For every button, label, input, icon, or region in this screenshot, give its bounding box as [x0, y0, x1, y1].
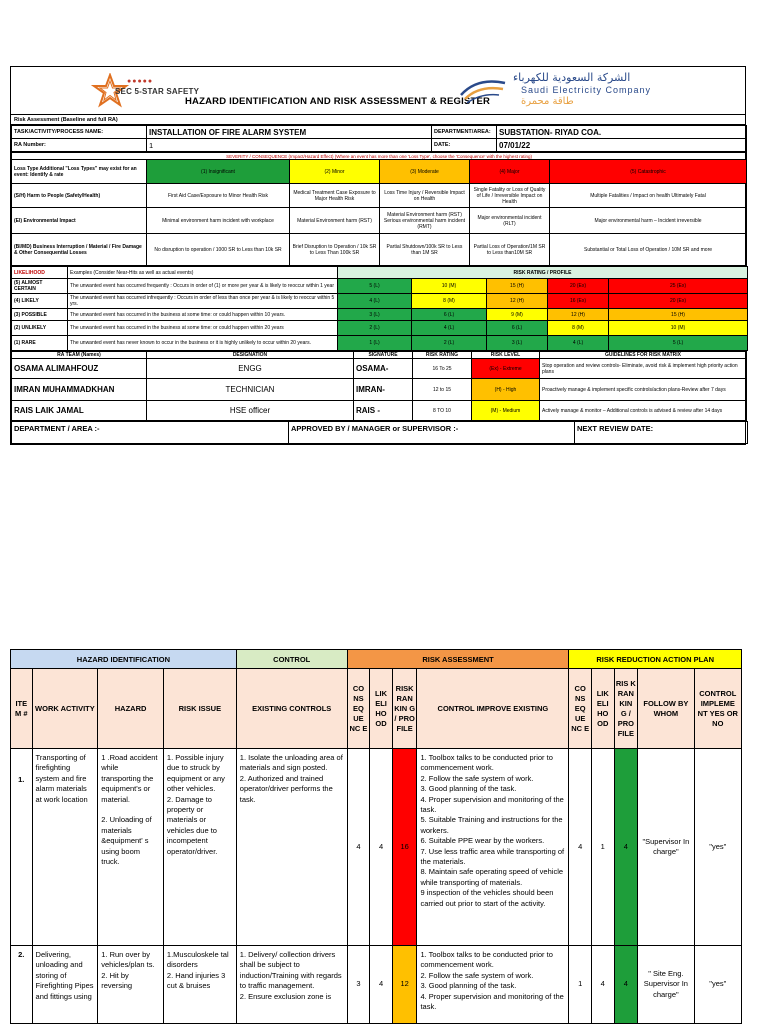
severity-cell: Material Environment harm (RST)	[290, 208, 380, 234]
likelihood: 4	[370, 946, 393, 1024]
severity-row-label: (EI) Environmental Impact	[12, 208, 147, 234]
likelihood-level: (2) UNLIKELY	[12, 321, 68, 336]
risk-rating-label: RISK RATING / PROFILE	[338, 267, 748, 279]
severity-cell: Material Environment harm (RST) Serious environmental harm incident (RMT)	[380, 208, 470, 234]
severity-level: (3) Moderate	[380, 160, 470, 184]
severity-level: (1) Insignificant	[147, 160, 290, 184]
rating-cell: 1 (L)	[338, 336, 412, 351]
risk-level-medium: (M) - Medium	[472, 401, 540, 421]
likelihood-desc: The unwanted event has never known to occur in the business or it is highly unlikely to occur within 20 years.	[68, 336, 338, 351]
header-row	[11, 67, 745, 115]
ra-number-label: RA Number:	[12, 139, 147, 152]
severity-level: (4) Major	[470, 160, 550, 184]
task-value: INSTALLATION OF FIRE ALARM SYSTEM	[147, 126, 432, 139]
dept-value: SUBSTATION- RIYAD COA.	[497, 126, 747, 139]
risk-register-sheet	[10, 66, 746, 445]
severity-cell: Partial Loss of Operation/1M SR to Less than10M SR	[470, 234, 550, 266]
severity-row-label: (S/H) Harm to People (Safety/Health)	[12, 184, 147, 208]
consequence: 4	[347, 749, 370, 946]
risk-level-extreme: (Ex) - Extreme	[472, 359, 540, 379]
rating-cell: 3 (L)	[338, 309, 412, 321]
follow-by-whom: " Site Eng. Supervisor In charge"	[638, 946, 694, 1024]
severity-cell: Substantial or Total Loss of Operation / 10M SR and more	[550, 234, 747, 266]
team-member-name: OSAMA ALIMAHFOUZ	[12, 359, 147, 379]
team-header: DESIGNATION	[147, 352, 354, 359]
severity-cell: Multiple Fatalities / Impact on health Ultimately Fatal	[550, 184, 747, 208]
sec-logo-text: SEC 5-STAR SAFETY	[115, 87, 200, 96]
document-title: HAZARD IDENTIFICATION AND RISK ASSESSMENT & REGISTER	[185, 96, 491, 107]
team-member-signature: IMRAN-	[354, 379, 413, 401]
team-header: SIGNATURE	[354, 352, 413, 359]
team-header: RISK RATING	[413, 352, 472, 359]
column-header: EXISTING CONTROLS	[236, 669, 347, 749]
seco-logo	[457, 71, 687, 113]
likelihood-desc: The unwanted event has occurred in the business at some time: or could happen within 20 years	[68, 321, 338, 336]
section-risk-reduction: RISK REDUCTION ACTION PLAN	[569, 650, 742, 669]
next-review-label: NEXT REVIEW DATE:	[575, 422, 748, 444]
hazard: 1. Run over by vehicles/plan ts. 2. Hit by reversing	[98, 946, 164, 1024]
control-improve: 1. Toolbox talks to be conducted prior to commencement work. 2. Follow the safe system of work. 3. Good planning of the task. 4. Proper supervision and monitoring of the task.	[417, 946, 569, 1024]
severity-table	[11, 152, 747, 266]
team-header: RISK LEVEL	[472, 352, 540, 359]
likelihood-examples: Examples (Consider Near-Hits as well as actual events)	[68, 267, 338, 279]
column-header: FOLLOW BY WHOM	[638, 669, 694, 749]
column-header: LIK ELI HO OD	[370, 669, 393, 749]
rating-cell: 6 (L)	[487, 321, 548, 336]
item-number: 1.	[11, 749, 33, 946]
column-header: CO NS EQ UE NC E	[569, 669, 592, 749]
severity-row-label: (BI/MD) Business Interruption / Material / Fire Damage & Other Consequential Losses	[12, 234, 147, 266]
rating-cell: 12 (H)	[487, 294, 548, 309]
severity-cell: Single Fatality or Loss of Quality of Life / Irreversible Impact on Health	[470, 184, 550, 208]
likelihood-level: (3) POSSIBLE	[12, 309, 68, 321]
consequence-residual: 4	[569, 749, 592, 946]
rating-cell: 6 (L)	[412, 309, 487, 321]
rating-cell: 2 (L)	[338, 321, 412, 336]
approval-dept-label: DEPARTMENT / AREA :-	[12, 422, 289, 444]
approved-by-label: APPROVED BY / MANAGER or SUPERVISOR :-	[289, 422, 575, 444]
column-header: RISK RAN KIN G / PRO FILE	[392, 669, 417, 749]
risk-guideline: Stop operation and review controls- Eliminate, avoid risk & implement high priority action plans	[540, 359, 747, 379]
hira-table	[10, 649, 742, 1024]
rating-cell: 25 (Ex)	[609, 279, 748, 294]
risk-level-high: (H) - High	[472, 379, 540, 401]
rating-cell: 20 (Ex)	[609, 294, 748, 309]
severity-cell: No disruption to operation / 1000 SR to Less than 10k SR	[147, 234, 290, 266]
column-header: RISK ISSUE	[163, 669, 236, 749]
severity-cell: Major environmental harm – Incident irreversible	[550, 208, 747, 234]
team-table	[11, 351, 747, 421]
severity-header: SEVERITY / CONSEQUENCE (Impact/Hazard Effect) (Where an event has more than one 'Loss Type', choose the 'Consequence' with the highest rating)	[12, 153, 747, 160]
item-number: 2.	[11, 946, 33, 1024]
likelihood-desc: The unwanted event has occurred in the business at some time: or could happen within 10 years.	[68, 309, 338, 321]
severity-cell: Loss Time Injury / Reversible Impact on Health	[380, 184, 470, 208]
column-header: RIS K RAN KIN G / PRO FILE	[614, 669, 638, 749]
severity-cell: Medical Treatment Case Exposure to Major Health Risk	[290, 184, 380, 208]
consequence-residual: 1	[569, 946, 592, 1024]
section-control: CONTROL	[236, 650, 347, 669]
severity-cell: First Aid Case/Exposure to Minor Health Risk	[147, 184, 290, 208]
severity-level: (5) Catastrophic	[550, 160, 747, 184]
date-value: 07/01/22	[497, 139, 747, 152]
likelihood-level: (1) RARE	[12, 336, 68, 351]
risk-ranking: 12	[392, 946, 417, 1024]
dept-label: DEPARTMENT/AREA:	[432, 126, 497, 139]
info-table	[11, 125, 747, 152]
approval-table	[11, 421, 748, 444]
column-header: ITE M #	[11, 669, 33, 749]
swirl-logo-icon	[457, 75, 509, 109]
consequence: 3	[347, 946, 370, 1024]
team-member-signature: OSAMA-	[354, 359, 413, 379]
severity-cell: Partial Shutdown/100k SR to Less than 1M SR	[380, 234, 470, 266]
rating-cell: 5 (L)	[609, 336, 748, 351]
team-member-designation: ENGG	[147, 359, 354, 379]
column-header: CONTROL IMPROVE EXISTING	[417, 669, 569, 749]
team-member-name: IMRAN MUHAMMADKHAN	[12, 379, 147, 401]
column-header: WORK ACTIVITY	[32, 669, 98, 749]
likelihood-residual: 4	[591, 946, 614, 1024]
rating-cell: 16 (Ex)	[548, 294, 609, 309]
company-tagline-arabic: طاقة محمرة	[521, 96, 574, 107]
follow-by-whom: "Supervisor In charge"	[638, 749, 694, 946]
risk-guideline: Proactively manage & implement specific controls/action plans-Review after 7 days	[540, 379, 747, 401]
likelihood: 4	[370, 749, 393, 946]
team-header: GUIDELINES FOR RISK MATRIX	[540, 352, 747, 359]
company-name-arabic: الشركة السعودية للكهرباء	[513, 71, 631, 84]
rating-cell: 15 (H)	[609, 309, 748, 321]
team-member-designation: HSE officer	[147, 401, 354, 421]
control-implement: "yes"	[694, 749, 741, 946]
rating-cell: 4 (L)	[338, 294, 412, 309]
rating-cell: 8 (M)	[412, 294, 487, 309]
rating-cell: 2 (L)	[412, 336, 487, 351]
risk-rating-range: 8 TO 10	[413, 401, 472, 421]
existing-controls: 1. Isolate the unloading area of materials and sign posted. 2. Authorized and trained operator/driver performs the task.	[236, 749, 347, 946]
column-header: HAZARD	[98, 669, 164, 749]
rating-cell: 9 (M)	[487, 309, 548, 321]
existing-controls: 1. Delivery/ collection drivers shall be subject to induction/Training with regards to traffic management. 2. Ensure exclusion zone is	[236, 946, 347, 1024]
section-hazard-identification: HAZARD IDENTIFICATION	[11, 650, 237, 669]
risk-ranking-residual: 4	[614, 749, 638, 946]
loss-type-label: Loss Type Additional "Loss Types" may exist for an event: Identify & rate	[12, 160, 147, 184]
rating-cell: 3 (L)	[487, 336, 548, 351]
section-risk-assessment: RISK ASSESSMENT	[347, 650, 569, 669]
severity-cell: Major environmental incident (RLT)	[470, 208, 550, 234]
control-implement: "yes"	[694, 946, 741, 1024]
rating-cell: 4 (L)	[548, 336, 609, 351]
team-member-designation: TECHNICIAN	[147, 379, 354, 401]
likelihood-desc: The unwanted event has occurred infrequently : Occurs in order of less than once per year & is likely to reoccur within 5 yrs.	[68, 294, 338, 309]
company-name-english: Saudi Electricity Company	[521, 85, 652, 95]
stars-dots: ●●●●●	[127, 78, 154, 85]
team-header: RA TEAM (Names)	[12, 352, 147, 359]
column-header: CONTROL IMPLEME NT YES OR NO	[694, 669, 741, 749]
likelihood-residual: 1	[591, 749, 614, 946]
rating-cell: 12 (H)	[548, 309, 609, 321]
likelihood-label: LIKELIHOOD	[12, 267, 68, 279]
team-member-signature: RAIS -	[354, 401, 413, 421]
likelihood-level: (5) ALMOST CERTAIN	[12, 279, 68, 294]
team-member-name: RAIS LAIK JAMAL	[12, 401, 147, 421]
rating-cell: 10 (M)	[609, 321, 748, 336]
date-label: DATE:	[432, 139, 497, 152]
likelihood-desc: The unwanted event has occurred frequently : Occurs in order of (1) or more per year & is likely to reoccur within 1 year	[68, 279, 338, 294]
work-activity: Delivering, unloading and storing of Firefighting Pipes and fittings using	[32, 946, 98, 1024]
risk-rating-range: 12 to 15	[413, 379, 472, 401]
risk-issue: 1. Possible injury due to struck by equipment or any other vehicles. 2. Damage to property or materials or vehicles due to incompetent operator/driver.	[163, 749, 236, 946]
risk-rating-range: 16 To 25	[413, 359, 472, 379]
risk-issue: 1.Musculoskele tal disorders 2. Hand injuries 3 cut & bruises	[163, 946, 236, 1024]
column-header: LIK ELI HO OD	[591, 669, 614, 749]
severity-cell: Brief Disruption to Operation / 10k SR to Less Than 100k SR	[290, 234, 380, 266]
ra-type: Risk Assessment (Baseline and full RA)	[11, 115, 745, 125]
risk-ranking-residual: 4	[614, 946, 638, 1024]
work-activity: Transporting of firefighting system and fire alarm materials at work location	[32, 749, 98, 946]
rating-cell: 20 (Ex)	[548, 279, 609, 294]
severity-cell: Minimal environment harm incident with workplace	[147, 208, 290, 234]
risk-ranking: 16	[392, 749, 417, 946]
rating-cell: 5 (L)	[338, 279, 412, 294]
ra-number-value: 1	[147, 139, 432, 152]
likelihood-table	[11, 266, 748, 351]
rating-cell: 10 (M)	[412, 279, 487, 294]
task-label: TASK/ACTIVITY/PROCESS NAME:	[12, 126, 147, 139]
severity-level: (2) Minor	[290, 160, 380, 184]
likelihood-level: (4) LIKELY	[12, 294, 68, 309]
control-improve: 1. Toolbox talks to be conducted prior to commencement work. 2. Follow the safe system of work. 3. Good planning of the task. 4. Proper supervision and monitoring of the task. 5. Suitable Training and instructions for the workers. 6. Suitable PPE wear by the workers. 7. Use less traffic area while transporting of the materials. 8. Maintain safe operating speed of vehicle while transporting of materials. 9 inspection of the vehicles should been carried out prior to start of the activity.	[417, 749, 569, 946]
column-header: CO NS EQ UE NC E	[347, 669, 370, 749]
hazard: 1 .Road accident while transporting the equipment's or material. 2. Unloading of materials &equipment' s using boom truck.	[98, 749, 164, 946]
rating-cell: 15 (H)	[487, 279, 548, 294]
rating-cell: 4 (L)	[412, 321, 487, 336]
rating-cell: 8 (M)	[548, 321, 609, 336]
risk-guideline: Actively manage & monitor – Additional controls is advised & review after 14 days	[540, 401, 747, 421]
